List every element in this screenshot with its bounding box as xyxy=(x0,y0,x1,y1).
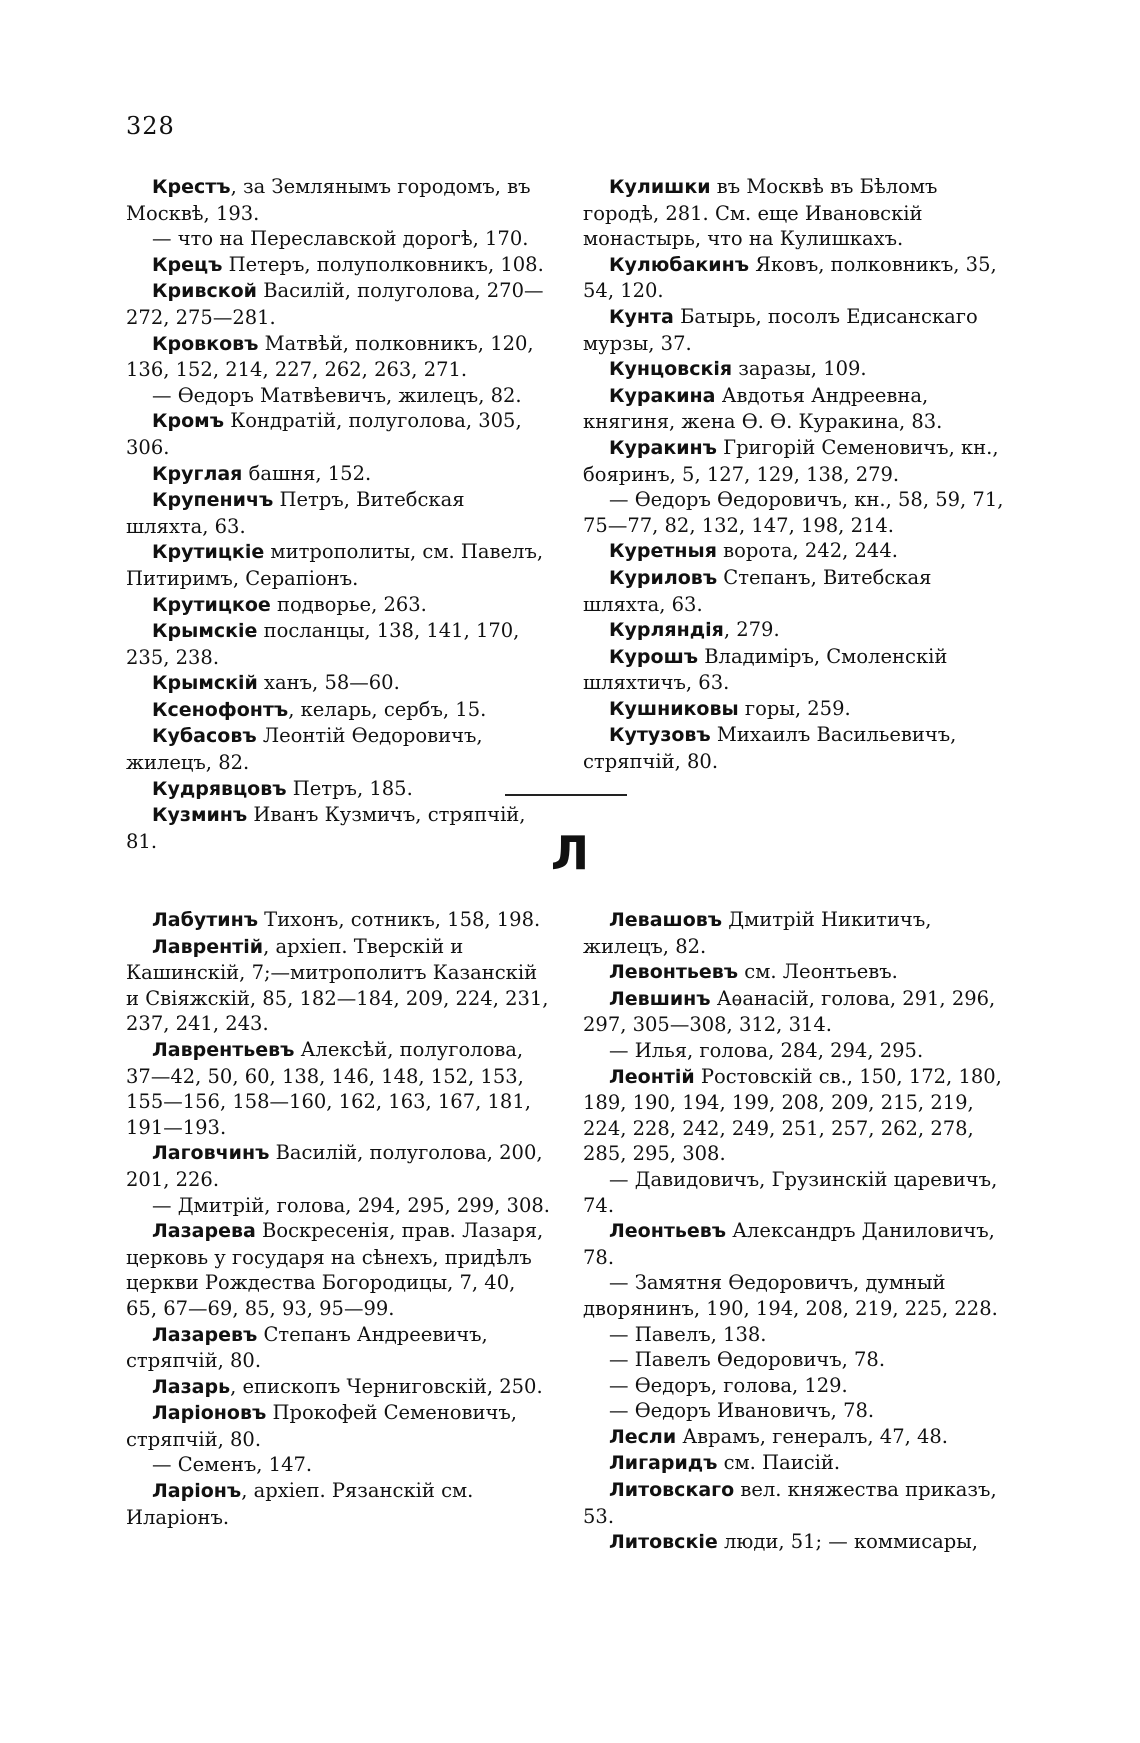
index-subentry xyxy=(583,1322,1009,1348)
index-subentry xyxy=(126,226,552,252)
entry-text: Петръ, 185. xyxy=(286,776,413,800)
entry-headword: Левшинъ xyxy=(609,987,711,1010)
index-entry xyxy=(126,174,552,226)
entry-headword: Кубасовъ xyxy=(152,725,257,748)
entry-text: Григорій Семеновичъ, кн., бояринъ, 5, 127, 129, 138, 279. xyxy=(583,435,999,486)
index-column-right xyxy=(583,174,1009,775)
index-subentry xyxy=(583,1347,1009,1373)
entry-text: подворье, 263. xyxy=(270,592,427,616)
index-entry xyxy=(126,1400,552,1452)
entry-text: — Павелъ, 138. xyxy=(609,1322,767,1346)
entry-headword: Левашовъ xyxy=(609,909,723,931)
entry-text: Кондратій, полуголова, 305, 306. xyxy=(126,409,522,459)
entry-text: Матвѣй, полковникъ, 120, 136, 152, 214, 227, 262, 263, 271. xyxy=(126,331,534,382)
entry-headword: Крестъ xyxy=(152,176,231,198)
index-subentry xyxy=(583,487,1009,538)
entry-text: , епископъ Черниговскій, 250. xyxy=(230,1374,543,1398)
entry-headword: Литовскаго xyxy=(609,1479,735,1502)
index-entry xyxy=(126,618,552,670)
index-entry xyxy=(583,1529,1009,1556)
entry-text: митрополиты, см. Павелъ, Питиримъ, Серапіонъ. xyxy=(126,540,544,590)
index-entry xyxy=(126,1478,552,1530)
entry-headword: Кулишки xyxy=(609,176,711,198)
entry-text: Воскресенія, прав. Лазаря, церковь у государя на сѣнехъ, придѣлъ церкви Рождества Богородицы, 7, 40, 65, 67—69, 85, 93, 95—99. xyxy=(126,1219,544,1320)
entry-text: Алексѣй, полуголова, 37—42, 50, 60, 138, 146, 148, 152, 153, 155—156, 158—160, 162, 163, 167, 181, 191—193. xyxy=(126,1037,531,1139)
entry-text: — Ѳедоръ Ѳедоровичъ, кн., 58, 59, 71, 75—77, 82, 132, 147, 198, 214. xyxy=(583,488,1004,537)
entry-headword: Леонтьевъ xyxy=(609,1220,727,1243)
entry-text: , за Землянымъ городомъ, въ Москвѣ, 193. xyxy=(126,175,531,225)
entry-text: Авдотья Андреевна, княгиня, жена Ѳ. Ѳ. Куракина, 83. xyxy=(583,383,943,434)
entry-headword: Лаврентьевъ xyxy=(152,1038,295,1061)
entry-text: — Ѳедоръ, голова, 129. xyxy=(609,1373,848,1397)
index-entry xyxy=(126,278,552,330)
entry-text: посланцы, 138, 141, 170, 235, 238. xyxy=(126,619,520,669)
entry-text: — Павелъ Ѳедоровичъ, 78. xyxy=(609,1348,886,1372)
entry-text: горы, 259. xyxy=(738,696,851,720)
index-entry xyxy=(126,487,552,539)
entry-text: Яковъ, полковникъ, 35, 54, 120. xyxy=(583,252,997,303)
index-entry xyxy=(583,356,1009,383)
entry-headword: Лазарь xyxy=(152,1375,231,1398)
page-number: 328 xyxy=(126,112,175,140)
entry-headword: Куриловъ xyxy=(609,566,718,589)
entry-headword: Куракина xyxy=(609,384,716,407)
entry-text: заразы, 109. xyxy=(732,357,867,381)
entry-text: — Давидовичъ, Грузинскій царевичъ, 74. xyxy=(583,1167,998,1217)
entry-text: Степанъ, Витебская шляхта, 63. xyxy=(583,565,932,616)
entry-headword: Кромъ xyxy=(152,410,224,433)
index-entry xyxy=(126,670,552,697)
index-entry xyxy=(126,723,552,775)
entry-text: — Семенъ, 147. xyxy=(152,1453,313,1477)
entry-text: ворота, 242, 244. xyxy=(716,539,898,563)
entry-text: Ростовскій св., 150, 172, 180, 189, 190, 194, 199, 208, 209, 215, 219, 224, 228, 242, 249, 251, 257, 262, 278, 285, 295, 308. xyxy=(583,1064,1002,1166)
entry-headword: Кунта xyxy=(609,305,674,328)
entry-headword: Лазаревъ xyxy=(152,1323,258,1346)
entry-text: Степанъ Андреевичъ, стряпчій, 80. xyxy=(126,1322,488,1373)
entry-text: — Ѳедоръ Ивановичъ, 78. xyxy=(609,1399,875,1423)
index-entry xyxy=(583,696,1009,723)
section-divider xyxy=(505,794,627,796)
entry-text: Владиміръ, Смоленскій шляхтичъ, 63. xyxy=(583,644,948,695)
index-entry xyxy=(583,722,1009,774)
entry-headword: Крецъ xyxy=(152,253,223,276)
index-entry xyxy=(126,408,552,460)
index-entry xyxy=(126,776,552,803)
entry-text: Александръ Даниловичъ, 78. xyxy=(583,1219,995,1269)
index-subentry xyxy=(126,1193,552,1219)
entry-headword: Кулюбакинъ xyxy=(609,253,750,276)
entry-text: Василій, полуголова, 270—272, 275—281. xyxy=(126,279,544,329)
entry-headword: Кровковъ xyxy=(152,332,259,355)
index-entry xyxy=(583,986,1009,1038)
index-entry xyxy=(583,1064,1009,1167)
index-subentry xyxy=(583,1167,1009,1218)
entry-headword: Лазарева xyxy=(152,1220,256,1243)
entry-text: — Илья, голова, 284, 294, 295. xyxy=(609,1038,924,1062)
index-entry xyxy=(126,331,552,383)
entry-headword: Ларіоновъ xyxy=(152,1402,267,1425)
index-entry xyxy=(583,617,1009,644)
index-entry xyxy=(583,1424,1009,1451)
entry-text: , архіеп. Тверскій и Кашинскій, 7;—митрополитъ Казанскій и Свіяжскій, 85, 182—184, 209, 224, 231, 237, 241, 243. xyxy=(126,934,549,1036)
index-subentry xyxy=(583,1038,1009,1064)
entry-headword: Ларіонъ xyxy=(152,1480,242,1503)
entry-text: Иванъ Кузмичъ, стряпчій, 81. xyxy=(126,803,526,853)
entry-text: люди, 51; — коммисары, xyxy=(717,1530,979,1554)
entry-text: Дмитрій Никитичъ, жилецъ, 82. xyxy=(583,908,932,958)
entry-headword: Круглая xyxy=(152,462,243,485)
entry-text: Василій, полуголова, 200, 201, 226. xyxy=(126,1141,543,1191)
entry-text: Петръ, Витебская шляхта, 63. xyxy=(126,488,465,538)
entry-headword: Крутицкое xyxy=(152,593,271,616)
entry-headword: Курошъ xyxy=(609,645,699,668)
entry-headword: Левонтьевъ xyxy=(609,961,739,984)
entry-headword: Лесли xyxy=(609,1425,677,1448)
index-column-left xyxy=(126,907,552,1530)
index-entry xyxy=(583,383,1009,435)
entry-headword: Курляндія xyxy=(609,619,724,642)
index-entry xyxy=(126,539,552,591)
entry-headword: Кузминъ xyxy=(152,804,248,827)
entry-headword: Ксенофонтъ xyxy=(152,698,289,721)
index-column-right xyxy=(583,907,1009,1556)
index-entry xyxy=(583,565,1009,617)
index-entry xyxy=(126,907,552,934)
index-entry xyxy=(583,959,1009,986)
index-entry xyxy=(583,538,1009,565)
section-letter-heading: Л xyxy=(550,826,590,880)
entry-text: , 279. xyxy=(723,618,780,642)
entry-text: вел. княжества приказъ, 53. xyxy=(583,1478,997,1528)
index-entry xyxy=(126,461,552,488)
index-entry xyxy=(583,304,1009,356)
index-entry xyxy=(583,252,1009,304)
index-entry xyxy=(126,1374,552,1401)
entry-headword: Кунцовскія xyxy=(609,358,733,381)
index-column-left xyxy=(126,174,552,854)
entry-headword: Кривской xyxy=(152,280,257,303)
entry-text: Тихонъ, сотникъ, 158, 198. xyxy=(257,908,541,931)
entry-text: — Замятня Ѳедоровичъ, думный дворянинъ, 190, 194, 208, 219, 225, 228. xyxy=(583,1271,998,1320)
index-entry xyxy=(126,1140,552,1192)
index-entry xyxy=(126,1218,552,1321)
entry-headword: Куретныя xyxy=(609,540,717,563)
index-entry xyxy=(126,697,552,724)
index-entry xyxy=(126,252,552,279)
entry-text: Леонтій Ѳедоровичъ, жилецъ, 82. xyxy=(126,724,483,775)
entry-text: — Дмитрій, голова, 294, 295, 299, 308. xyxy=(152,1193,550,1217)
entry-text: Михаилъ Васильевичъ, стряпчій, 80. xyxy=(583,723,957,774)
index-entry xyxy=(583,174,1009,252)
index-subentry xyxy=(126,1452,552,1478)
index-subentry xyxy=(126,383,552,409)
entry-headword: Литовскіе xyxy=(609,1531,718,1554)
entry-text: — что на Переславской дорогѣ, 170. xyxy=(152,227,529,251)
entry-text: — Ѳедоръ Матвѣевичъ, жилецъ, 82. xyxy=(152,383,522,407)
entry-headword: Крутицкіе xyxy=(152,541,265,564)
entry-text: см. Паисій. xyxy=(717,1451,841,1475)
entry-text: башня, 152. xyxy=(242,461,372,485)
entry-text: Аврамъ, генералъ, 47, 48. xyxy=(676,1424,949,1448)
entry-headword: Кутузовъ xyxy=(609,724,711,747)
entry-headword: Кушниковы xyxy=(609,697,739,720)
index-subentry xyxy=(583,1398,1009,1424)
index-entry xyxy=(126,1037,552,1140)
entry-text: ханъ, 58—60. xyxy=(257,671,400,695)
index-subentry xyxy=(583,1373,1009,1399)
index-subentry xyxy=(583,1270,1009,1321)
entry-headword: Лабутинъ xyxy=(152,909,258,931)
index-entry xyxy=(126,934,552,1037)
index-entry xyxy=(583,1450,1009,1477)
index-entry xyxy=(126,1322,552,1374)
index-entry xyxy=(583,644,1009,696)
entry-headword: Куракинъ xyxy=(609,436,717,459)
index-entry xyxy=(583,1218,1009,1270)
index-entry xyxy=(583,1477,1009,1529)
entry-text: , архіеп. Рязанскій см. Иларіонъ. xyxy=(126,1479,474,1529)
index-entry xyxy=(583,435,1009,487)
entry-text: см. Леонтьевъ. xyxy=(738,960,898,984)
entry-headword: Лигаридъ xyxy=(609,1452,718,1475)
entry-text: въ Москвѣ въ Бѣломъ городѣ, 281. См. еще Ивановскій монастырь, что на Кулишкахъ. xyxy=(583,175,938,251)
entry-text: Прокофей Семеновичъ, стряпчій, 80. xyxy=(126,1401,517,1451)
entry-headword: Лаговчинъ xyxy=(152,1142,270,1165)
entry-text: Батырь, посолъ Едисанскаго мурзы, 37. xyxy=(583,304,978,355)
index-entry xyxy=(126,592,552,619)
index-entry xyxy=(583,907,1009,959)
entry-headword: Крымскіе xyxy=(152,620,258,643)
entry-headword: Крымскій xyxy=(152,672,258,695)
entry-headword: Крупеничъ xyxy=(152,489,274,512)
entry-text: Петеръ, полуполковникъ, 108. xyxy=(222,252,544,276)
entry-headword: Лаврентій xyxy=(152,935,264,958)
entry-text: Аѳанасій, голова, 291, 296, 297, 305—308, 312, 314. xyxy=(583,986,996,1037)
entry-headword: Леонтій xyxy=(609,1065,695,1088)
entry-headword: Кудрявцовъ xyxy=(152,777,287,800)
entry-text: , келарь, сербъ, 15. xyxy=(288,697,487,721)
